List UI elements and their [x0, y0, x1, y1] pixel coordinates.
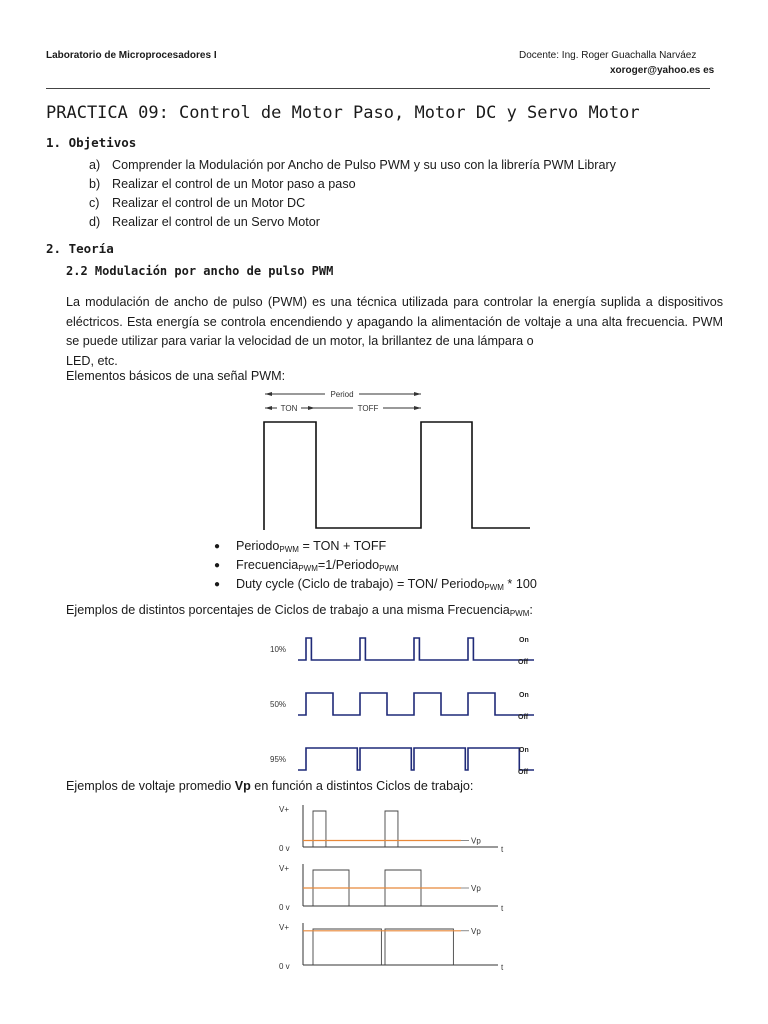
bullet-frequency: ● Frecuencia$_{PWM}$=1/Periodo$_{PWM}$: [214, 558, 399, 573]
zero-volt-label: 0 v: [279, 844, 290, 853]
zero-volt-label: 0 v: [279, 962, 290, 971]
duty-label: 10%: [270, 645, 287, 654]
off-label: Off: [518, 714, 529, 721]
arrow-head-icon: [308, 406, 315, 410]
average-voltage-diagram: [275, 798, 515, 978]
arrow-head-icon: [265, 406, 272, 410]
bullet-period: ● Periodo$_{PWM}$ = TON + TOFF: [214, 539, 387, 554]
pwm-waveform: [264, 422, 530, 530]
pwm-elements-label: Elementos básicos de una señal PWM:: [66, 369, 286, 383]
vplus-label: V+: [279, 864, 290, 873]
objective-item: c) Realizar el control de un Motor DC: [89, 196, 306, 210]
voltage-pulse: [313, 929, 381, 965]
duty-waveform: [298, 693, 534, 715]
vp-label: Vp: [471, 926, 481, 936]
on-label: On: [519, 747, 529, 754]
objective-item: b) Realizar el control de un Motor paso a paso: [89, 177, 356, 191]
header-email: xoroger@yahoo.es es: [610, 65, 715, 76]
header-course: Laboratorio de Microprocesadores I: [46, 50, 217, 61]
page-title: PRACTICA 09: Control de Motor Paso, Motor DC y Servo Motor: [46, 103, 640, 123]
zero-volt-label: 0 v: [279, 903, 290, 912]
off-label: Off: [518, 659, 529, 666]
t-label: t: [501, 904, 504, 913]
objective-item: a) Comprender la Modulación por Ancho de Pulso PWM y su uso con la librería PWM Library: [89, 158, 616, 172]
duty-cycle-examples-diagram: [270, 626, 540, 776]
section-heading-objectives: 1. Objetivos: [46, 135, 137, 150]
on-label: On: [519, 637, 529, 644]
objective-item: d) Realizar el control de un Servo Motor: [89, 215, 320, 229]
bullet-duty-cycle: ● Duty cycle (Ciclo de trabajo) = TON/ Periodo$_{PWM}$ * 100: [214, 577, 537, 592]
voltage-pulse: [313, 811, 326, 847]
arrow-head-icon: [414, 392, 421, 396]
pwm-paragraph: La modulación de ancho de pulso (PWM) es una técnica utilizada para controlar la energía suplida a dispositivos eléctricos. Esta energía se controla encendiendo y apagando la alimentación de voltaje a una alta frecuencia. PWM se puede utilizar para variar la velocidad de un motor, la brillantez de una lámpara o LED, etc.: [66, 295, 723, 368]
on-label: On: [519, 692, 529, 699]
header-instructor: Docente: Ing. Roger Guachalla Narváez: [519, 50, 697, 61]
duty-examples-label: Ejemplos de distintos porcentajes de Ciclos de trabajo a una misma Frecuencia$_{PWM}$:: [66, 603, 533, 618]
arrow-head-icon: [414, 406, 421, 410]
vp-label: Vp: [471, 836, 481, 846]
period-label: Period: [330, 390, 354, 399]
arrow-head-icon: [265, 392, 272, 396]
vp-label: Vp: [471, 884, 481, 893]
vplus-label: V+: [279, 805, 290, 814]
duty-label: 95%: [270, 755, 287, 764]
t-label: t: [501, 963, 504, 972]
voltage-pulse: [385, 811, 398, 847]
t-label: t: [501, 845, 504, 854]
off-label: Off: [518, 769, 529, 776]
pwm-signal-diagram: [255, 384, 535, 534]
ton-label: TON: [280, 404, 298, 413]
header-rule: [46, 88, 710, 89]
average-voltage-label: Ejemplos de voltaje promedio Vp en función a distintos Ciclos de trabajo:: [66, 779, 474, 793]
toff-label: TOFF: [357, 404, 379, 413]
duty-waveform: [298, 748, 534, 770]
vplus-label: V+: [279, 923, 290, 932]
subsection-heading-pwm: 2.2 Modulación por ancho de pulso PWM: [66, 264, 334, 278]
section-heading-theory: 2. Teoría: [46, 241, 114, 256]
duty-waveform: [298, 638, 534, 660]
duty-label: 50%: [270, 700, 287, 709]
voltage-pulse: [385, 929, 453, 965]
